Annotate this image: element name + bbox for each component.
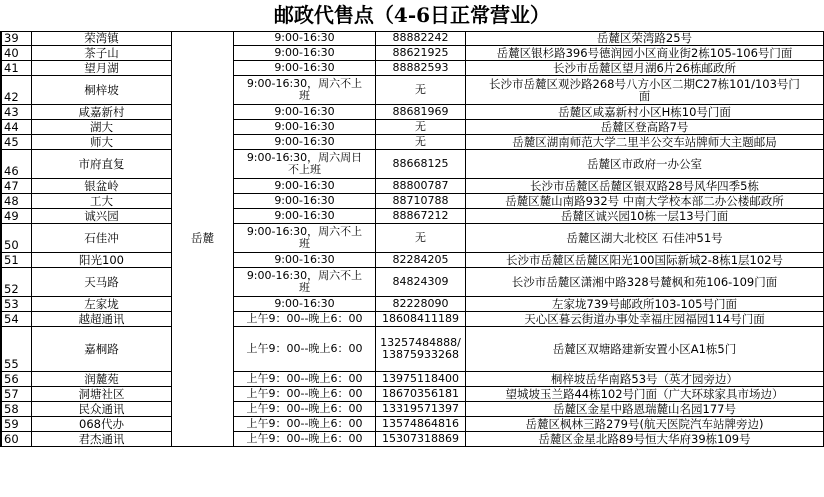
outlet-name-cell: 越超通讯 <box>32 312 172 327</box>
business-hours-cell: 上午9：00--晚上6：00 <box>234 417 376 432</box>
business-hours-cell: 9:00-16:30 <box>234 105 376 120</box>
phone-number-cell: 13319571397 <box>376 402 466 417</box>
address-cell: 桐梓坡岳华南路53号（英才园旁边） <box>466 372 824 387</box>
district-cell: 岳麓 <box>172 31 234 447</box>
outlet-name-cell: 润麓苑 <box>32 372 172 387</box>
address-cell: 岳麓区金星北路89号恒大华府39栋109号 <box>466 432 824 447</box>
business-hours-cell: 9:00-16:30 <box>234 297 376 312</box>
row-number-cell: 49 <box>0 209 32 224</box>
outlet-name-cell: 茶子山 <box>32 46 172 61</box>
phone-number-cell: 13574864816 <box>376 417 466 432</box>
address-cell: 左家垅739号邮政所103-105号门面 <box>466 297 824 312</box>
business-hours-cell: 9:00-16:30 <box>234 179 376 194</box>
phone-number-cell: 13975118400 <box>376 372 466 387</box>
row-number-cell: 50 <box>0 224 32 253</box>
business-hours-cell: 上午9：00--晚上6：00 <box>234 327 376 372</box>
outlet-name-cell: 望月湖 <box>32 61 172 76</box>
row-number-cell: 40 <box>0 46 32 61</box>
outlet-name-cell: 天马路 <box>32 268 172 297</box>
phone-number-cell: 88668125 <box>376 150 466 179</box>
outlet-name-cell: 银盆岭 <box>32 179 172 194</box>
page-title: 邮政代售点（4-6日正常营业） <box>273 3 551 27</box>
address-cell: 岳麓区诚兴园10栋一层13号门面 <box>466 209 824 224</box>
business-hours-cell: 9:00-16:30 <box>234 31 376 46</box>
outlet-name-cell: 师大 <box>32 135 172 150</box>
phone-number-cell: 88681969 <box>376 105 466 120</box>
address-cell: 岳麓区登高路7号 <box>466 120 824 135</box>
outlet-name-cell: 诚兴园 <box>32 209 172 224</box>
outlet-name-cell: 洞塘社区 <box>32 387 172 402</box>
address-cell: 长沙市岳麓区岳麓区银双路28号风华四季5栋 <box>466 179 824 194</box>
row-number-cell: 52 <box>0 268 32 297</box>
phone-number-cell: 88710788 <box>376 194 466 209</box>
address-cell: 岳麓区金星中路恩瑞麓山名园177号 <box>466 402 824 417</box>
phone-number-cell: 88621925 <box>376 46 466 61</box>
phone-number-cell: 88882593 <box>376 61 466 76</box>
phone-number-cell: 88867212 <box>376 209 466 224</box>
phone-number-cell: 无 <box>376 135 466 150</box>
address-cell: 岳麓区双塘路建新安置小区A1栋5门 <box>466 327 824 372</box>
row-number-cell: 58 <box>0 402 32 417</box>
address-cell: 岳麓区咸嘉新村小区H栋10号门面 <box>466 105 824 120</box>
outlet-name-cell: 湖大 <box>32 120 172 135</box>
outlet-name-cell: 君杰通讯 <box>32 432 172 447</box>
row-number-cell: 51 <box>0 253 32 268</box>
phone-number-cell: 无 <box>376 120 466 135</box>
phone-number-cell: 82228090 <box>376 297 466 312</box>
business-hours-cell: 上午9：00--晚上6：00 <box>234 387 376 402</box>
address-cell: 岳麓区枫林三路279号(航天医院汽车站牌旁边) <box>466 417 824 432</box>
phone-number-cell: 无 <box>376 224 466 253</box>
business-hours-cell: 9:00-16:30，周六周日 不上班 <box>234 150 376 179</box>
phone-number-cell: 18608411189 <box>376 312 466 327</box>
row-number-cell: 43 <box>0 105 32 120</box>
outlet-name-cell: 阳光100 <box>32 253 172 268</box>
business-hours-cell: 9:00-16:30 <box>234 46 376 61</box>
row-number-cell: 45 <box>0 135 32 150</box>
row-number-cell: 47 <box>0 179 32 194</box>
phone-number-cell: 88800787 <box>376 179 466 194</box>
business-hours-cell: 9:00-16:30，周六不上 班 <box>234 76 376 105</box>
business-hours-cell: 9:00-16:30，周六不上 班 <box>234 224 376 253</box>
outlet-name-cell: 嘉桐路 <box>32 327 172 372</box>
outlet-table <box>0 31 824 497</box>
address-cell: 岳麓区银杉路396号德润园小区商业街2栋105-106号门面 <box>466 46 824 61</box>
business-hours-cell: 上午9：00--晚上6：00 <box>234 312 376 327</box>
row-number-cell: 60 <box>0 432 32 447</box>
outlet-name-cell: 068代办 <box>32 417 172 432</box>
row-number-cell: 57 <box>0 387 32 402</box>
outlet-name-cell: 荣湾镇 <box>32 31 172 46</box>
address-cell: 长沙市岳麓区望月湖6片26栋邮政所 <box>466 61 824 76</box>
row-number-cell: 46 <box>0 150 32 179</box>
row-number-cell: 42 <box>0 76 32 105</box>
address-cell: 望城坡玉兰路44栋102号门面（广大环球家具市场边） <box>466 387 824 402</box>
phone-number-cell: 13257484888/ 13875933268 <box>376 327 466 372</box>
row-number-cell: 44 <box>0 120 32 135</box>
outlet-name-cell: 咸嘉新村 <box>32 105 172 120</box>
address-cell: 长沙市岳麓区潇湘中路328号麓枫和苑106-109门面 <box>466 268 824 297</box>
outlet-name-cell: 市府直复 <box>32 150 172 179</box>
address-cell: 天心区暮云街道办事处幸福庄园福园114号门面 <box>466 312 824 327</box>
outlet-name-cell: 民众通讯 <box>32 402 172 417</box>
business-hours-cell: 上午9：00--晚上6：00 <box>234 402 376 417</box>
row-number-cell: 55 <box>0 327 32 372</box>
phone-number-cell: 82284205 <box>376 253 466 268</box>
phone-number-cell: 无 <box>376 76 466 105</box>
outlet-name-cell: 工大 <box>32 194 172 209</box>
phone-number-cell: 84824309 <box>376 268 466 297</box>
address-cell: 长沙市岳麓区岳麓区阳光100国际新城2-8栋1层102号 <box>466 253 824 268</box>
business-hours-cell: 9:00-16:30 <box>234 61 376 76</box>
phone-number-cell: 15307318869 <box>376 432 466 447</box>
phone-number-cell: 88882242 <box>376 31 466 46</box>
row-number-cell: 48 <box>0 194 32 209</box>
outlet-name-cell: 石佳冲 <box>32 224 172 253</box>
address-cell: 岳麓区荣湾路25号 <box>466 31 824 46</box>
business-hours-cell: 上午9：00--晚上6：00 <box>234 432 376 447</box>
business-hours-cell: 上午9：00--晚上6：00 <box>234 372 376 387</box>
business-hours-cell: 9:00-16:30 <box>234 209 376 224</box>
row-number-cell: 54 <box>0 312 32 327</box>
business-hours-cell: 9:00-16:30 <box>234 253 376 268</box>
outlet-name-cell: 桐梓坡 <box>32 76 172 105</box>
business-hours-cell: 9:00-16:30 <box>234 135 376 150</box>
outlet-name-cell: 左家垅 <box>32 297 172 312</box>
phone-number-cell: 18670356181 <box>376 387 466 402</box>
business-hours-cell: 9:00-16:30，周六不上 班 <box>234 268 376 297</box>
business-hours-cell: 9:00-16:30 <box>234 194 376 209</box>
row-number-cell: 53 <box>0 297 32 312</box>
address-cell: 岳麓区市政府一办公室 <box>466 150 824 179</box>
row-number-cell: 56 <box>0 372 32 387</box>
row-number-cell: 39 <box>0 31 32 46</box>
row-number-cell: 41 <box>0 61 32 76</box>
business-hours-cell: 9:00-16:30 <box>234 120 376 135</box>
address-cell: 长沙市岳麓区观沙路268号八方小区二期C27栋101/103号门 面 <box>466 76 824 105</box>
address-cell: 岳麓区湖南师范大学二里半公交车站牌师大主题邮局 <box>466 135 824 150</box>
address-cell: 岳麓区麓山南路932号 中南大学校本部二办公楼邮政所 <box>466 194 824 209</box>
address-cell: 岳麓区湖大北校区 石佳冲51号 <box>466 224 824 253</box>
row-number-cell: 59 <box>0 417 32 432</box>
